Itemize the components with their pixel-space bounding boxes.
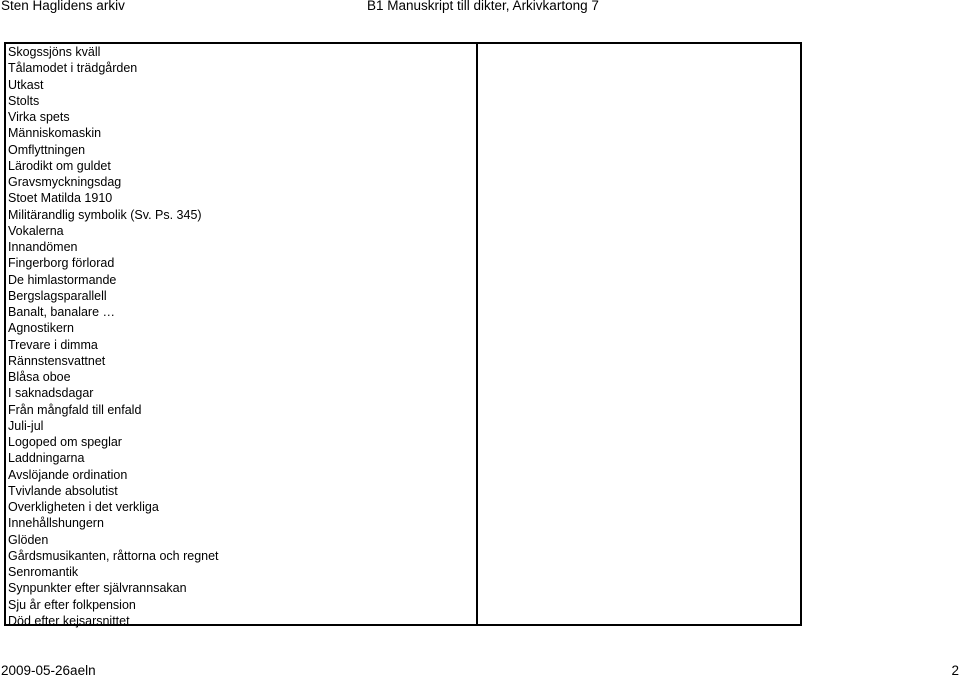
manuscript-title: Juli-jul: [8, 418, 44, 433]
manuscript-title: Senromantik: [8, 565, 79, 579]
manuscript-title: Vokalerna: [8, 223, 64, 238]
manuscript-title: Tålamodet i trädgården: [8, 61, 138, 76]
archive-name: Sten Haglidens arkiv: [1, 0, 125, 13]
manuscript-title: Gårdsmusikanten, råttorna och regnet: [8, 548, 219, 563]
footer-date-code: 2009-05-26aeln: [1, 663, 96, 678]
manuscript-title: Skogssjöns kväll: [8, 45, 101, 59]
manuscript-title: Banalt, banalare …: [8, 305, 116, 319]
manuscript-title: Virka spets: [8, 110, 70, 124]
manuscript-title: Sju år efter folkpension: [8, 597, 136, 612]
manuscript-title: Agnostikern: [8, 321, 75, 336]
page-number: 2: [951, 663, 959, 678]
manuscript-title: I saknadsdagar: [8, 386, 94, 401]
manuscript-title: Innandömen: [8, 240, 78, 254]
manuscript-title: Logoped om speglar: [8, 435, 122, 449]
section-title: B1 Manuskript till dikter, Arkivkartong 7: [367, 0, 599, 13]
manuscript-title: Glöden: [8, 532, 49, 547]
manuscript-title: Innehållshungern: [8, 516, 104, 531]
column-divider: [476, 44, 478, 624]
manuscript-title: Stoet Matilda 1910: [8, 191, 113, 206]
manuscript-title: De himlastormande: [8, 272, 117, 287]
manuscript-title: Militärandlig symbolik (Sv. Ps. 345): [8, 207, 202, 222]
manuscript-title: Från mångfald till enfald: [8, 402, 142, 417]
manuscript-title: Blåsa oboe: [8, 370, 71, 384]
manuscript-title: Laddningarna: [8, 451, 85, 466]
manuscript-title: Overkligheten i det verkliga: [8, 500, 159, 514]
manuscript-title-list: [8, 44, 219, 629]
manuscript-title: Död efter kejsarsnittet: [8, 613, 130, 628]
manuscript-title: Gravsmyckningsdag: [8, 175, 122, 189]
manuscript-title: Lärodikt om guldet: [8, 158, 111, 173]
manuscript-title: Rännstensvattnet: [8, 353, 106, 368]
manuscript-table: [4, 42, 802, 626]
manuscript-title: Stolts: [8, 93, 40, 108]
manuscript-title: Tvivlande absolutist: [8, 483, 118, 498]
manuscript-title: Människomaskin: [8, 126, 102, 141]
manuscript-title: Utkast: [8, 77, 44, 92]
manuscript-title: Bergslagsparallell: [8, 288, 107, 303]
manuscript-title: Synpunkter efter självrannsakan: [8, 581, 187, 596]
manuscript-title: Avslöjande ordination: [8, 467, 128, 482]
manuscript-title: Fingerborg förlorad: [8, 256, 115, 271]
manuscript-title: Omflyttningen: [8, 142, 86, 157]
manuscript-title: Trevare i dimma: [8, 337, 98, 352]
